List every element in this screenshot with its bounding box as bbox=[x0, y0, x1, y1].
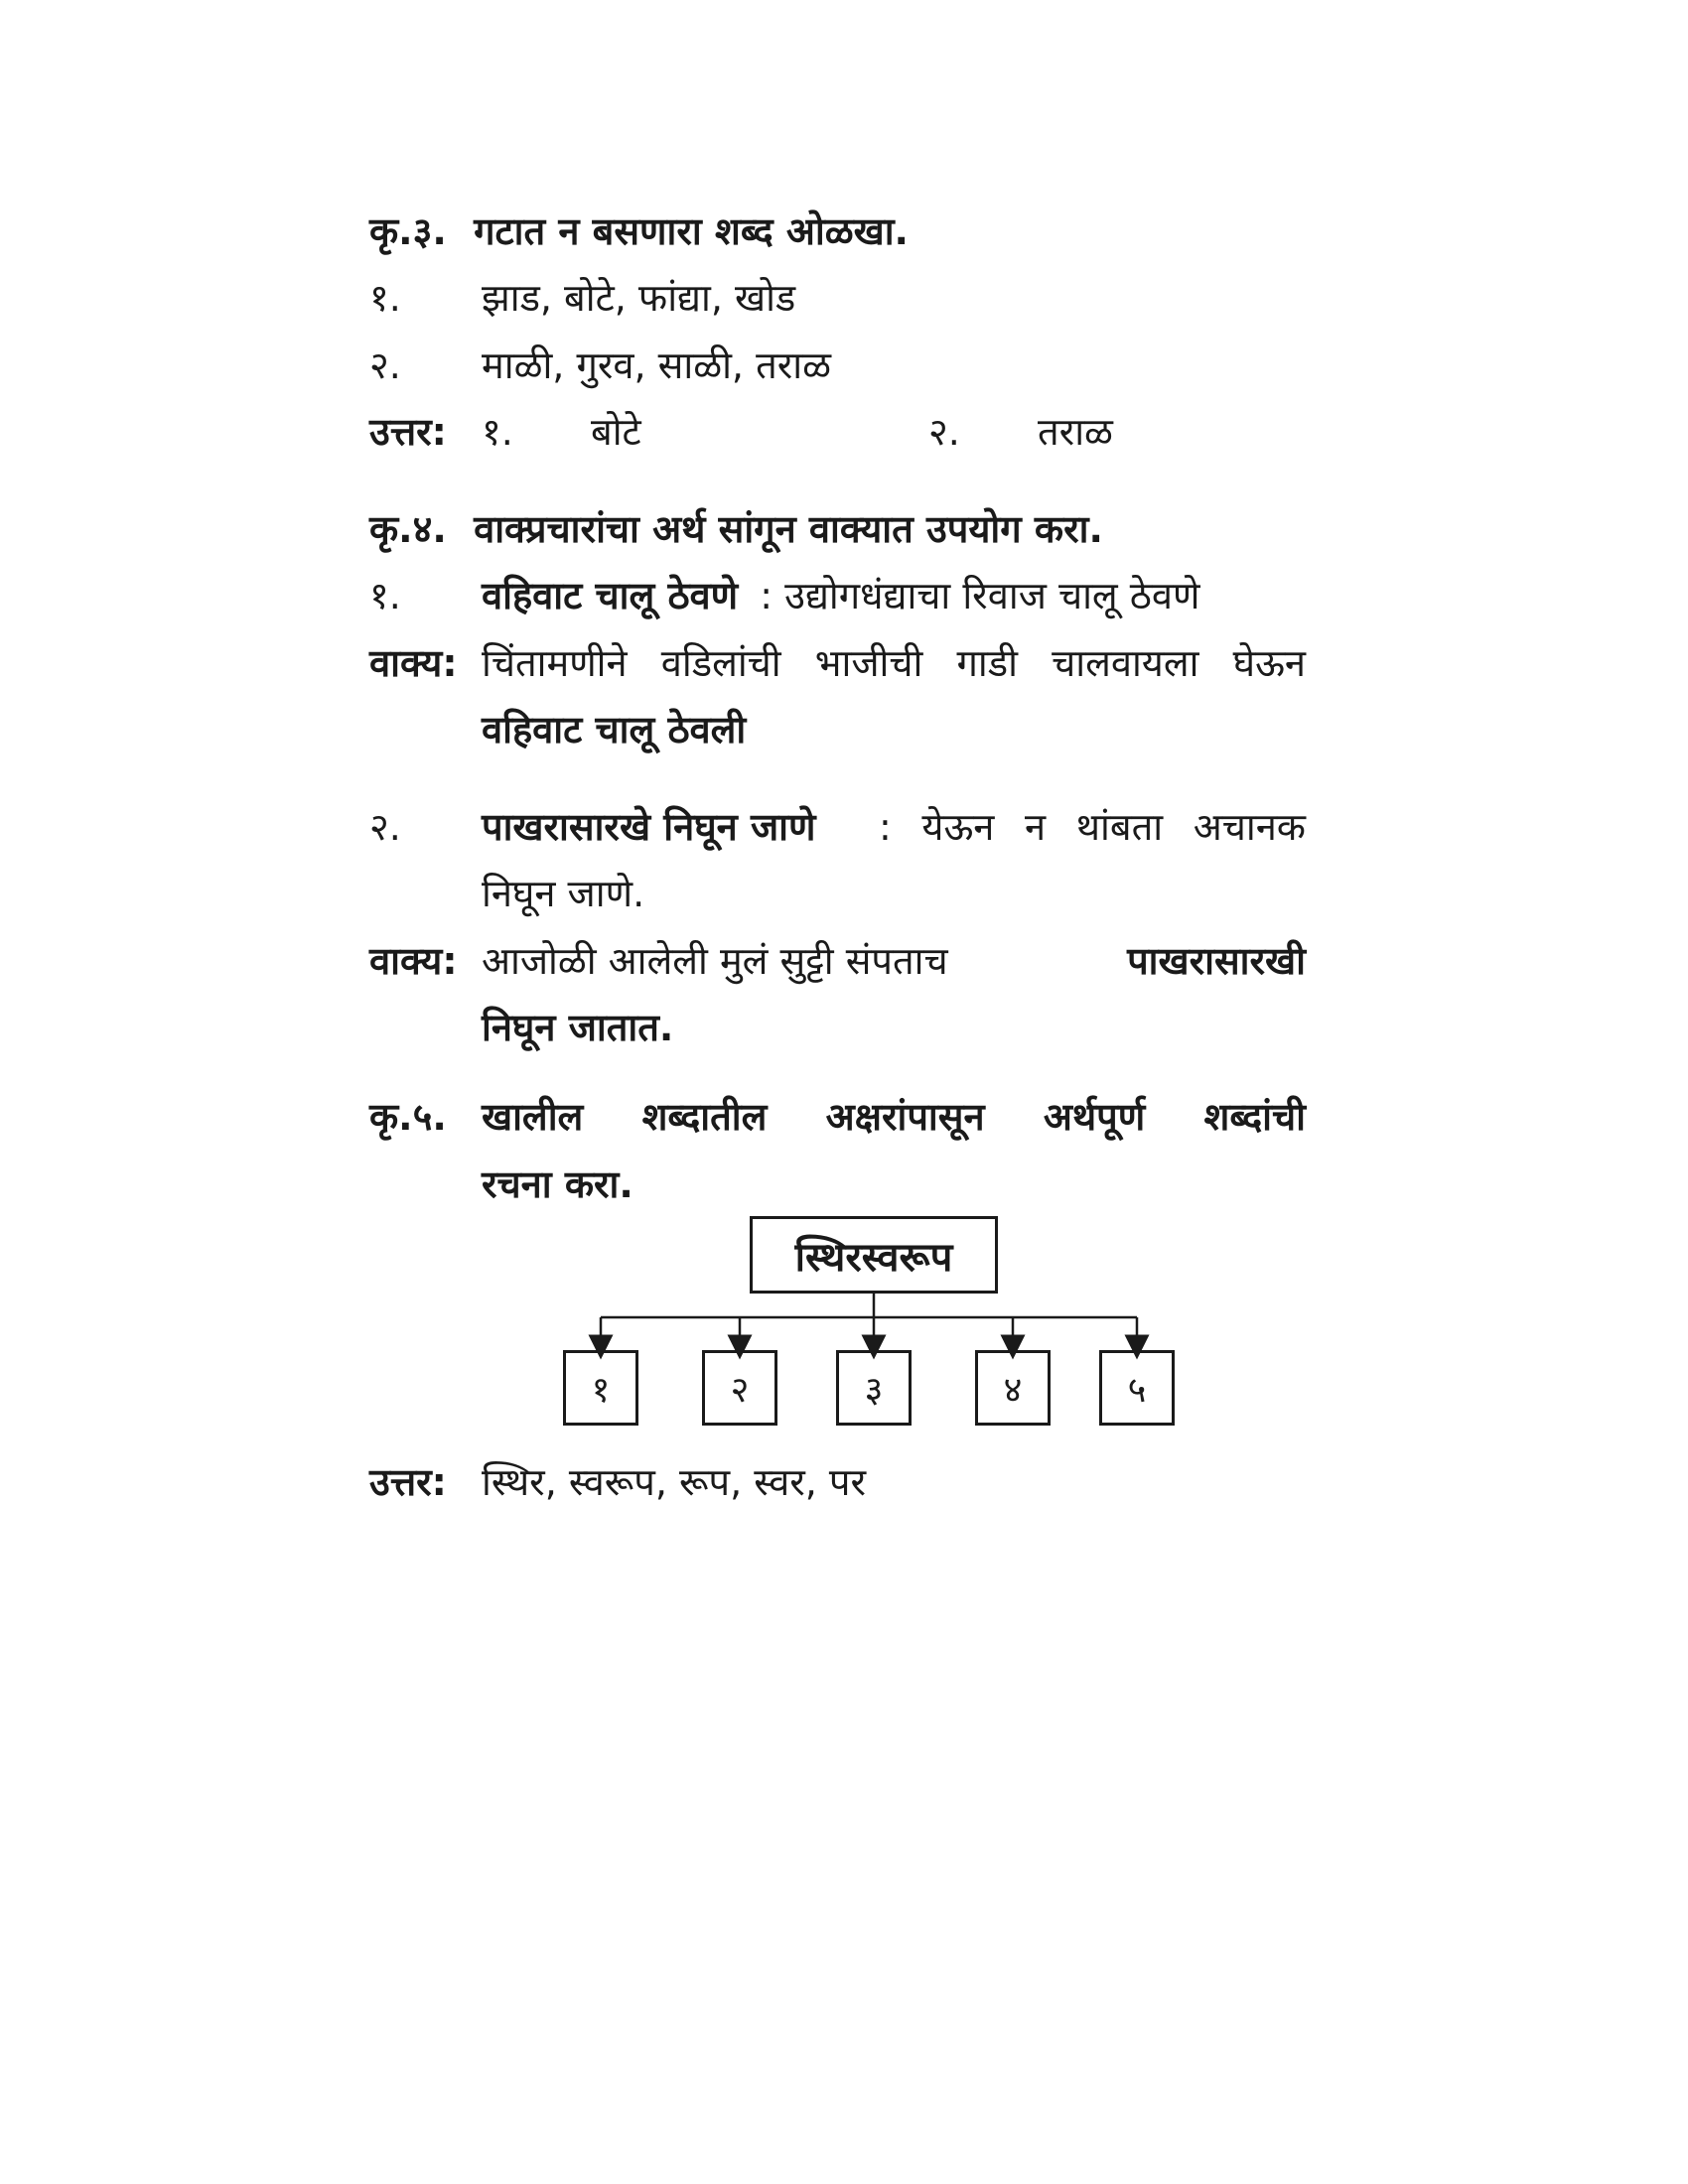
tree-leaf-box-4: ४ bbox=[975, 1350, 1051, 1426]
q3-item-1-text: झाड, बोटे, फांद्या, खोड bbox=[482, 276, 796, 320]
tree-leaf-box-5: ५ bbox=[1099, 1350, 1175, 1426]
q4-item-1-meaning: : उद्योगधंद्याचा रिवाज चालू ठेवणे bbox=[760, 574, 1200, 617]
q4-item-1-sentence-bold: वहिवाट चालू ठेवली bbox=[482, 708, 747, 751]
q3-item-2-text: माळी, गुरव, साळी, तराळ bbox=[482, 343, 832, 387]
q4-item-1-sentence-label: वाक्य: bbox=[369, 641, 458, 685]
tree-leaf-box-3: ३ bbox=[836, 1350, 912, 1426]
tree-leaf-box-1: १ bbox=[563, 1350, 638, 1426]
q4-item-2-sentence-line1: आजोळी आलेली मुलं सुट्टी संपताच bbox=[482, 939, 948, 983]
q3-heading-number: कृ.३. bbox=[369, 209, 447, 253]
q4-item-2-sentence-line1-bold: पाखरासारखी bbox=[1127, 939, 1306, 983]
q4-item-2-meaning-line2: निघून जाणे. bbox=[482, 872, 645, 915]
q5-answer-label: उत्तर: bbox=[369, 1460, 447, 1504]
q3-item-2-number: २. bbox=[369, 343, 401, 387]
q4-item-1-number: १. bbox=[369, 574, 401, 617]
q4-item-2-sentence-line1-row bbox=[482, 936, 1306, 986]
q3-answer-1-text: बोटे bbox=[591, 410, 641, 454]
q4-item-2-meaning-line1: : येऊन न थांबता अचानक bbox=[879, 805, 1306, 849]
q3-answer-1-number: १. bbox=[482, 410, 513, 454]
q4-item-2-sentence-label: वाक्य: bbox=[369, 939, 458, 983]
q3-heading bbox=[369, 206, 909, 256]
q5-heading-number: कृ.५. bbox=[369, 1095, 447, 1139]
q4-heading-number: कृ.४. bbox=[369, 507, 447, 551]
q3-heading-text: गटात न बसणारा शब्द ओळखा. bbox=[474, 209, 909, 253]
tree-leaf-box-2: २ bbox=[702, 1350, 777, 1426]
q3-item-1-number: १. bbox=[369, 276, 401, 320]
q3-answer-2-number: २. bbox=[928, 410, 960, 454]
q4-item-2-number: २. bbox=[369, 805, 401, 849]
q5-heading-line2: रचना करा. bbox=[482, 1162, 633, 1206]
q5-heading-line1: खालील शब्दातील अक्षरांपासून अर्थपूर्ण शब्दांची bbox=[482, 1095, 1306, 1139]
q4-item-1-line bbox=[482, 571, 1199, 620]
q4-heading-text: वाक्प्रचारांचा अर्थ सांगून वाक्यात उपयोग करा. bbox=[474, 507, 1103, 551]
q4-item-1-sentence-line1: चिंतामणीने वडिलांची भाजीची गाडी चालवायला घेऊन bbox=[482, 641, 1306, 685]
q5-answer-text: स्थिर, स्वरूप, रूप, स्वर, पर bbox=[482, 1460, 867, 1504]
tree-root-box: स्थिरस्वरूप bbox=[750, 1216, 998, 1294]
q3-answer-label: उत्तर: bbox=[369, 410, 447, 454]
q3-answer-2-text: तराळ bbox=[1038, 410, 1113, 454]
q4-item-1-phrase: वहिवाट चालू ठेवणे bbox=[482, 574, 739, 617]
q4-item-2-sentence-line2-bold: निघून जातात. bbox=[482, 1006, 674, 1049]
q4-heading bbox=[369, 504, 1103, 554]
word-tree-diagram bbox=[556, 1216, 1192, 1434]
q4-item-2-phrase: पाखरासारखे निघून जाणे bbox=[482, 805, 816, 849]
